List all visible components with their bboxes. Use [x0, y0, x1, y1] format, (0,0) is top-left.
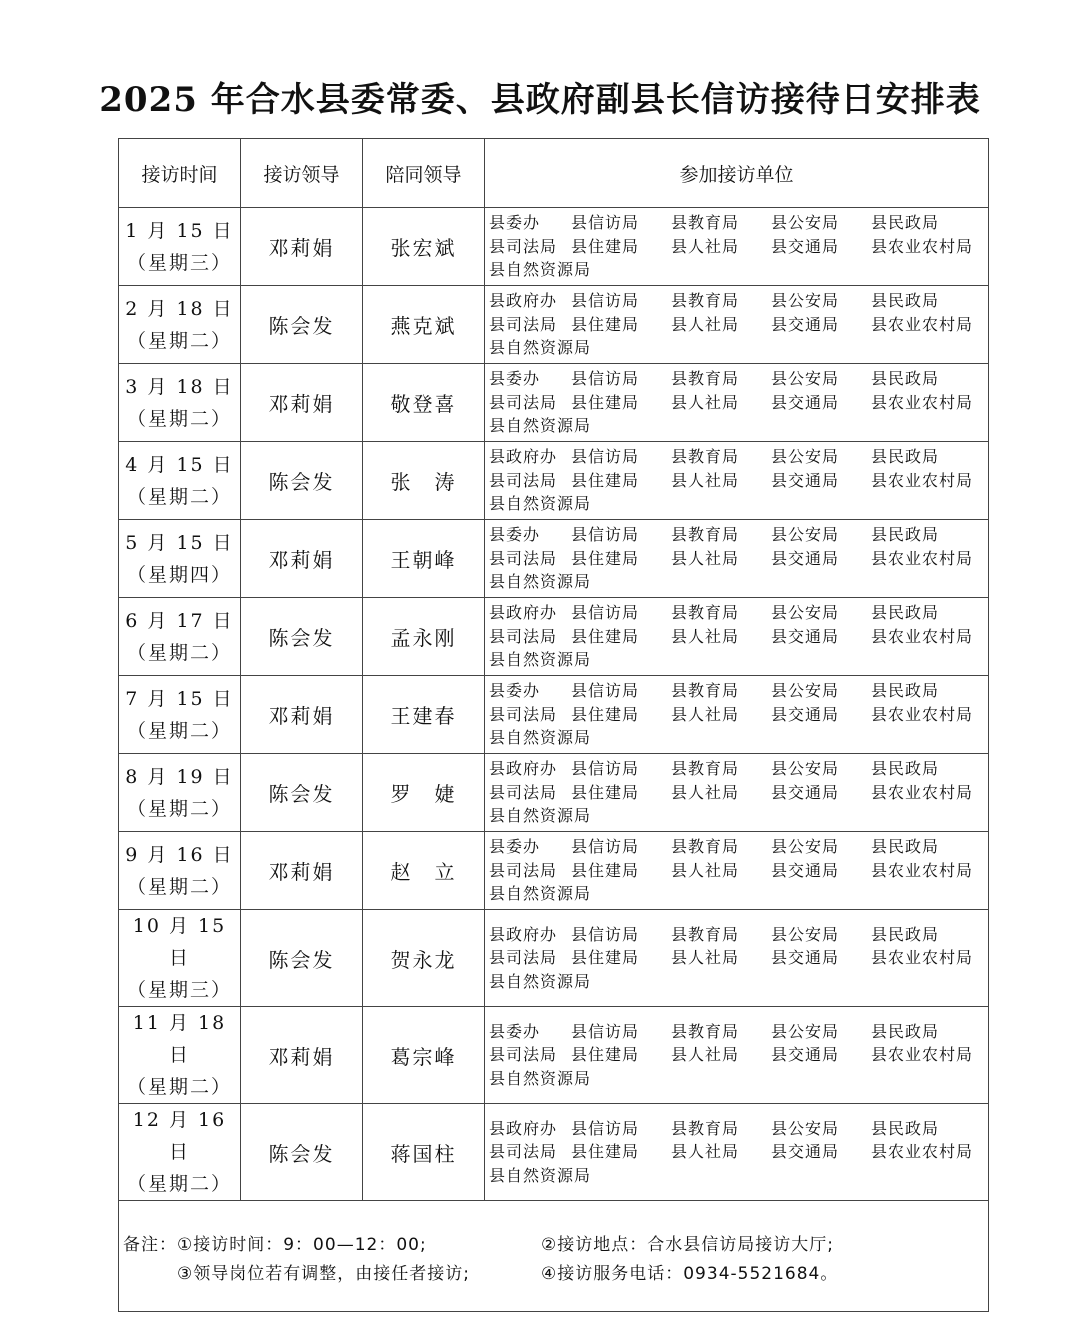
accompanying-leader: 赵 立	[363, 832, 485, 910]
unit-item: 县交通局	[771, 392, 840, 412]
unit-item: 县信访局	[571, 924, 640, 944]
unit-item: 县住建局	[571, 782, 640, 802]
unit-item: 县司法局	[489, 392, 558, 412]
unit-item: 县农业农村局	[871, 470, 974, 490]
unit-item: 县教育局	[671, 447, 740, 467]
unit-item: 县司法局	[489, 704, 558, 724]
unit-item: 县人社局	[671, 1045, 740, 1065]
unit-item: 县民政局	[871, 525, 940, 545]
table-row	[119, 208, 989, 286]
unit-item: 县政府办	[489, 291, 558, 311]
visit-date: 10 月 15 日	[132, 915, 227, 969]
table-row	[119, 364, 989, 442]
unit-item: 县司法局	[489, 948, 558, 968]
participating-units	[485, 910, 989, 1007]
unit-item: 县人社局	[671, 470, 740, 490]
visit-date: 7 月 15 日	[125, 687, 234, 710]
accompanying-leader: 张宏斌	[363, 208, 485, 286]
unit-item: 县委办	[489, 369, 541, 389]
unit-item: 县民政局	[871, 603, 940, 623]
participating-units	[485, 520, 989, 598]
visit-weekday: （星期四）	[126, 563, 232, 586]
unit-list	[485, 923, 988, 994]
unit-item: 县自然资源局	[489, 1165, 592, 1185]
participating-units	[485, 832, 989, 910]
visit-weekday: （星期二）	[126, 1173, 232, 1195]
unit-item: 县人社局	[671, 314, 740, 334]
unit-item: 县教育局	[671, 1118, 740, 1138]
reception-leader: 陈会发	[241, 910, 363, 1007]
header-companion: 陪同领导	[363, 139, 485, 208]
visit-date-cell	[119, 598, 241, 676]
unit-list	[485, 1020, 988, 1091]
unit-item: 县自然资源局	[489, 416, 592, 436]
accompanying-leader: 罗 婕	[363, 754, 485, 832]
unit-item: 县农业农村局	[871, 548, 974, 568]
unit-item: 县教育局	[671, 603, 740, 623]
unit-item: 县农业农村局	[871, 314, 974, 334]
notes	[119, 1201, 988, 1311]
visit-date-cell	[119, 832, 241, 910]
accompanying-leader: 敬登喜	[363, 364, 485, 442]
accompanying-leader: 葛宗峰	[363, 1007, 485, 1104]
visit-date: 12 月 16 日	[132, 1109, 227, 1163]
unit-item: 县政府办	[489, 603, 558, 623]
unit-item: 县政府办	[489, 759, 558, 779]
unit-item: 县教育局	[671, 681, 740, 701]
unit-list	[485, 367, 988, 438]
unit-item: 县住建局	[571, 860, 640, 880]
visit-weekday: （星期二）	[126, 719, 232, 742]
table-row	[119, 676, 989, 754]
visit-weekday: （星期二）	[126, 329, 232, 352]
unit-item: 县委办	[489, 837, 541, 857]
unit-item: 县信访局	[571, 1118, 640, 1138]
reception-leader: 邓莉娟	[241, 364, 363, 442]
unit-item: 县交通局	[771, 782, 840, 802]
unit-item: 县民政局	[871, 681, 940, 701]
visit-weekday: （星期二）	[126, 797, 232, 820]
participating-units	[485, 1007, 989, 1104]
unit-item: 县教育局	[671, 837, 740, 857]
visit-date: 6 月 17 日	[125, 609, 234, 632]
visit-date-cell	[119, 676, 241, 754]
reception-leader: 邓莉娟	[241, 676, 363, 754]
schedule-table	[118, 138, 989, 1312]
visit-date-cell	[119, 286, 241, 364]
unit-item: 县教育局	[671, 759, 740, 779]
unit-item: 县司法局	[489, 626, 558, 646]
reception-leader: 邓莉娟	[241, 520, 363, 598]
table-row	[119, 832, 989, 910]
accompanying-leader: 孟永刚	[363, 598, 485, 676]
unit-item: 县公安局	[771, 525, 840, 545]
unit-item: 县人社局	[671, 948, 740, 968]
unit-list	[485, 835, 988, 906]
visit-date-cell	[119, 520, 241, 598]
unit-item: 县公安局	[771, 291, 840, 311]
reception-leader: 陈会发	[241, 598, 363, 676]
unit-item: 县自然资源局	[489, 971, 592, 991]
unit-item: 县公安局	[771, 603, 840, 623]
unit-list	[485, 1117, 988, 1188]
unit-item: 县自然资源局	[489, 884, 592, 904]
unit-item: 县农业农村局	[871, 392, 974, 412]
unit-item: 县司法局	[489, 314, 558, 334]
unit-list	[485, 445, 988, 516]
unit-item: 县交通局	[771, 860, 840, 880]
participating-units	[485, 286, 989, 364]
unit-item: 县人社局	[671, 782, 740, 802]
unit-item: 县交通局	[771, 314, 840, 334]
unit-item: 县信访局	[571, 1021, 640, 1041]
header-time: 接访时间	[119, 139, 241, 208]
visit-weekday: （星期二）	[126, 641, 232, 664]
unit-item: 县农业农村局	[871, 782, 974, 802]
unit-item: 县住建局	[571, 392, 640, 412]
unit-item: 县民政局	[871, 447, 940, 467]
visit-date: 4 月 15 日	[125, 453, 234, 476]
unit-item: 县教育局	[671, 291, 740, 311]
table-row	[119, 442, 989, 520]
visit-date-cell	[119, 364, 241, 442]
reception-leader: 邓莉娟	[241, 208, 363, 286]
unit-item: 县交通局	[771, 704, 840, 724]
unit-item: 县信访局	[571, 759, 640, 779]
unit-item: 县交通局	[771, 1045, 840, 1065]
visit-date-cell	[119, 442, 241, 520]
table-row	[119, 1104, 989, 1201]
unit-item: 县司法局	[489, 470, 558, 490]
unit-item: 县住建局	[571, 704, 640, 724]
unit-list	[485, 523, 988, 594]
unit-list	[485, 757, 988, 828]
unit-item: 县住建局	[571, 626, 640, 646]
unit-item: 县住建局	[571, 548, 640, 568]
unit-item: 县民政局	[871, 213, 940, 233]
unit-item: 县人社局	[671, 392, 740, 412]
unit-item: 县信访局	[571, 837, 640, 857]
unit-item: 县信访局	[571, 369, 640, 389]
visit-date-cell	[119, 208, 241, 286]
unit-item: 县民政局	[871, 1021, 940, 1041]
unit-item: 县交通局	[771, 1142, 840, 1162]
unit-item: 县交通局	[771, 470, 840, 490]
reception-leader: 邓莉娟	[241, 1007, 363, 1104]
participating-units	[485, 442, 989, 520]
visit-date-cell	[119, 1104, 241, 1201]
unit-item: 县教育局	[671, 924, 740, 944]
visit-weekday: （星期二）	[126, 1076, 232, 1098]
visit-weekday: （星期二）	[126, 407, 232, 430]
unit-item: 县自然资源局	[489, 338, 592, 358]
unit-item: 县教育局	[671, 1021, 740, 1041]
visit-weekday: （星期三）	[126, 979, 232, 1001]
unit-item: 县农业农村局	[871, 860, 974, 880]
unit-list	[485, 211, 988, 282]
reception-leader: 陈会发	[241, 1104, 363, 1201]
unit-list	[485, 601, 988, 672]
reception-leader: 邓莉娟	[241, 832, 363, 910]
unit-item: 县农业农村局	[871, 1142, 974, 1162]
participating-units	[485, 208, 989, 286]
notes-cell	[119, 1201, 989, 1312]
participating-units	[485, 598, 989, 676]
unit-item: 县公安局	[771, 759, 840, 779]
visit-date: 8 月 19 日	[125, 765, 234, 788]
visit-date: 1 月 15 日	[125, 219, 234, 242]
table-row	[119, 598, 989, 676]
unit-item: 县人社局	[671, 626, 740, 646]
unit-item: 县公安局	[771, 924, 840, 944]
visit-weekday: （星期二）	[126, 485, 232, 508]
note-time: 备注：①接访时间：9：00—12：00;	[123, 1235, 427, 1255]
unit-item: 县自然资源局	[489, 572, 592, 592]
page-title: 2025 年合水县委常委、县政府副县长信访接待日安排表	[99, 80, 981, 120]
unit-item: 县自然资源局	[489, 728, 592, 748]
unit-item: 县委办	[489, 525, 541, 545]
note-adjustment: ③领导岗位若有调整，由接任者接访;	[177, 1264, 470, 1284]
visit-date: 3 月 18 日	[125, 375, 234, 398]
visit-date: 9 月 16 日	[125, 843, 234, 866]
unit-item: 县人社局	[671, 860, 740, 880]
unit-item: 县民政局	[871, 837, 940, 857]
table-row	[119, 520, 989, 598]
visit-date: 2 月 18 日	[125, 297, 234, 320]
unit-item: 县民政局	[871, 924, 940, 944]
unit-item: 县人社局	[671, 236, 740, 256]
unit-item: 县农业农村局	[871, 626, 974, 646]
visit-date-cell	[119, 754, 241, 832]
unit-item: 县交通局	[771, 236, 840, 256]
unit-item: 县公安局	[771, 213, 840, 233]
unit-item: 县自然资源局	[489, 260, 592, 280]
accompanying-leader: 蒋国柱	[363, 1104, 485, 1201]
note-phone: ④接访服务电话：0934-5521684。	[541, 1264, 839, 1284]
unit-item: 县住建局	[571, 1142, 640, 1162]
unit-item: 县住建局	[571, 314, 640, 334]
participating-units	[485, 1104, 989, 1201]
note-location: ②接访地点：合水县信访局接访大厅;	[541, 1235, 834, 1255]
unit-item: 县人社局	[671, 704, 740, 724]
unit-item: 县交通局	[771, 626, 840, 646]
unit-item: 县公安局	[771, 837, 840, 857]
unit-item: 县住建局	[571, 948, 640, 968]
unit-item: 县司法局	[489, 548, 558, 568]
unit-list	[485, 289, 988, 360]
reception-leader: 陈会发	[241, 286, 363, 364]
unit-item: 县教育局	[671, 525, 740, 545]
unit-item: 县信访局	[571, 291, 640, 311]
table-row	[119, 286, 989, 364]
unit-item: 县民政局	[871, 759, 940, 779]
unit-item: 县交通局	[771, 948, 840, 968]
unit-item: 县教育局	[671, 213, 740, 233]
accompanying-leader: 王朝峰	[363, 520, 485, 598]
unit-item: 县司法局	[489, 1045, 558, 1065]
unit-item: 县自然资源局	[489, 650, 592, 670]
unit-item: 县人社局	[671, 1142, 740, 1162]
unit-item: 县交通局	[771, 548, 840, 568]
unit-item: 县公安局	[771, 447, 840, 467]
unit-item: 县政府办	[489, 447, 558, 467]
unit-item: 县住建局	[571, 470, 640, 490]
unit-item: 县农业农村局	[871, 948, 974, 968]
reception-leader: 陈会发	[241, 442, 363, 520]
unit-item: 县信访局	[571, 213, 640, 233]
unit-item: 县司法局	[489, 782, 558, 802]
accompanying-leader: 燕克斌	[363, 286, 485, 364]
unit-item: 县教育局	[671, 369, 740, 389]
accompanying-leader: 王建春	[363, 676, 485, 754]
unit-item: 县司法局	[489, 1142, 558, 1162]
unit-item: 县信访局	[571, 525, 640, 545]
unit-item: 县农业农村局	[871, 704, 974, 724]
unit-list	[485, 679, 988, 750]
unit-item: 县司法局	[489, 236, 558, 256]
unit-item: 县信访局	[571, 447, 640, 467]
unit-item: 县委办	[489, 1021, 541, 1041]
unit-item: 县自然资源局	[489, 1068, 592, 1088]
table-header-row	[119, 139, 989, 208]
visit-date-cell	[119, 910, 241, 1007]
unit-item: 县公安局	[771, 1021, 840, 1041]
visit-date-cell	[119, 1007, 241, 1104]
unit-item: 县信访局	[571, 681, 640, 701]
visit-date: 11 月 18 日	[132, 1012, 227, 1066]
unit-item: 县委办	[489, 681, 541, 701]
unit-item: 县民政局	[871, 1118, 940, 1138]
unit-item: 县政府办	[489, 1118, 558, 1138]
unit-item: 县人社局	[671, 548, 740, 568]
unit-item: 县信访局	[571, 603, 640, 623]
accompanying-leader: 贺永龙	[363, 910, 485, 1007]
unit-item: 县民政局	[871, 291, 940, 311]
unit-item: 县司法局	[489, 860, 558, 880]
unit-item: 县政府办	[489, 924, 558, 944]
unit-item: 县农业农村局	[871, 236, 974, 256]
visit-weekday: （星期二）	[126, 875, 232, 898]
participating-units	[485, 364, 989, 442]
unit-item: 县公安局	[771, 369, 840, 389]
unit-item: 县公安局	[771, 1118, 840, 1138]
unit-item: 县住建局	[571, 1045, 640, 1065]
notes-row	[119, 1201, 989, 1312]
table-row	[119, 754, 989, 832]
unit-item: 县自然资源局	[489, 494, 592, 514]
unit-item: 县自然资源局	[489, 806, 592, 826]
reception-leader: 陈会发	[241, 754, 363, 832]
header-leader: 接访领导	[241, 139, 363, 208]
unit-item: 县委办	[489, 213, 541, 233]
unit-item: 县公安局	[771, 681, 840, 701]
participating-units	[485, 754, 989, 832]
unit-item: 县住建局	[571, 236, 640, 256]
table-body	[119, 208, 989, 1201]
visit-weekday: （星期三）	[126, 251, 232, 274]
visit-date: 5 月 15 日	[125, 531, 234, 554]
table-row	[119, 1007, 989, 1104]
header-units: 参加接访单位	[485, 139, 989, 208]
unit-item: 县农业农村局	[871, 1045, 974, 1065]
table-row	[119, 910, 989, 1007]
accompanying-leader: 张 涛	[363, 442, 485, 520]
participating-units	[485, 676, 989, 754]
unit-item: 县民政局	[871, 369, 940, 389]
